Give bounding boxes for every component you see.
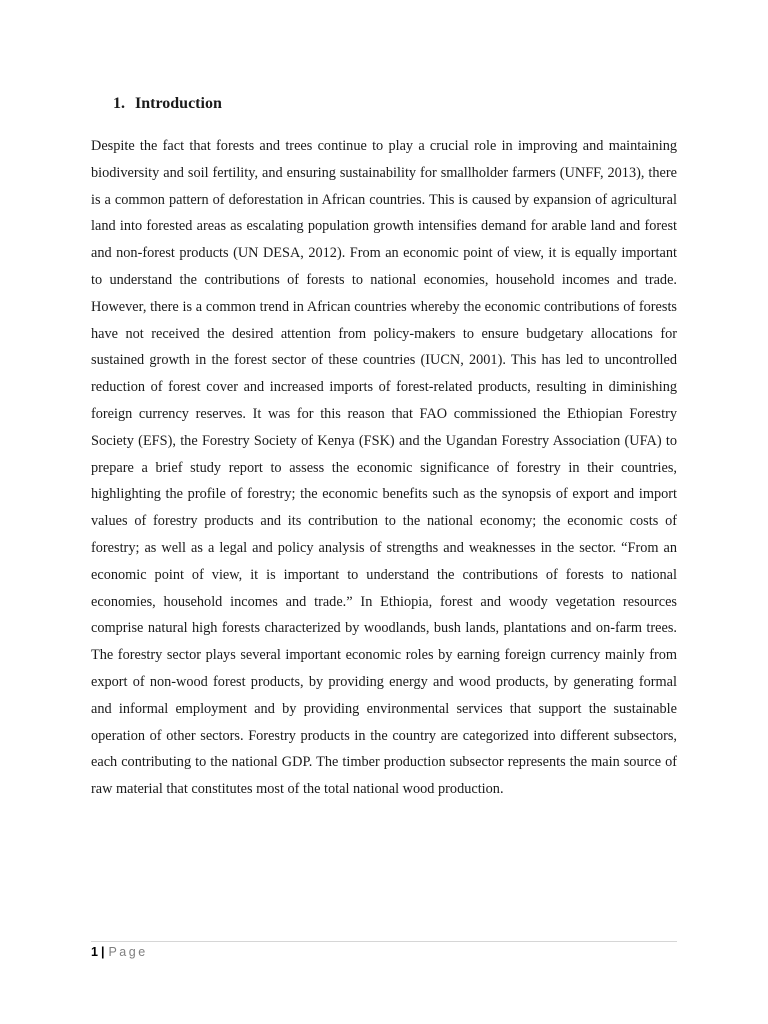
introduction-paragraph: Despite the fact that forests and trees continue to play a crucial role in improving and maintaining biodiversity and soil fertility, and ensuring sustainability for smallholder farmers (UNFF, 2013), there is a common pattern of deforestation in African countries. This is caused by expansion of agricultural land into forested areas as escalating population growth intensifies demand for arable land and forest and non-forest products (UN DESA, 2012). From an economic point of view, it is equally important to understand the contributions of forests to national economies, household incomes and trade. However, there is a common trend in African countries whereby the economic contributions of forests have not received the desired attention from policy-makers to ensure budgetary allocations for sustained growth in the forest sector of these countries (IUCN, 2001). This has led to uncontrolled reduction of forest cover and increased imports of forest-related products, resulting in diminishing foreign currency reserves. It was for this reason that FAO commissioned the Ethiopian Forestry Society (EFS), the Forestry Society of Kenya (FSK) and the Ugandan Forestry Association (UFA) to prepare a brief study report to assess the economic significance of forestry in their countries, highlighting the profile of forestry; the economic benefits such as the synopsis of export and import values of forestry products and its contribution to the national economy; the economic costs of forestry; as well as a legal and policy analysis of strengths and weaknesses in the sector. “From an economic point of view, it is important to understand the contributions of forests to national economies, household incomes and trade.” In Ethiopia, forest and woody vegetation resources comprise natural high forests characterized by woodlands, bush lands, plantations and on-farm trees. The forestry sector plays several important economic roles by earning foreign currency mainly from export of non-wood forest products, by providing energy and wood products, by generating formal and informal employment and by providing environmental services that support the sustainable operation of other sectors. Forestry products in the country are categorized into different subsectors, each contributing to the national GDP. The timber production subsector represents the main source of raw material that constitutes most of the total national wood production. <box>91 138 677 798</box>
footer-separator: | <box>100 945 105 959</box>
page-label: Page <box>108 945 148 959</box>
section-number: 1. <box>113 95 125 112</box>
page-footer <box>91 943 148 961</box>
page-number: 1 <box>91 945 98 959</box>
section-heading <box>113 92 222 116</box>
footer-divider <box>91 941 677 942</box>
section-title: Introduction <box>135 95 222 112</box>
